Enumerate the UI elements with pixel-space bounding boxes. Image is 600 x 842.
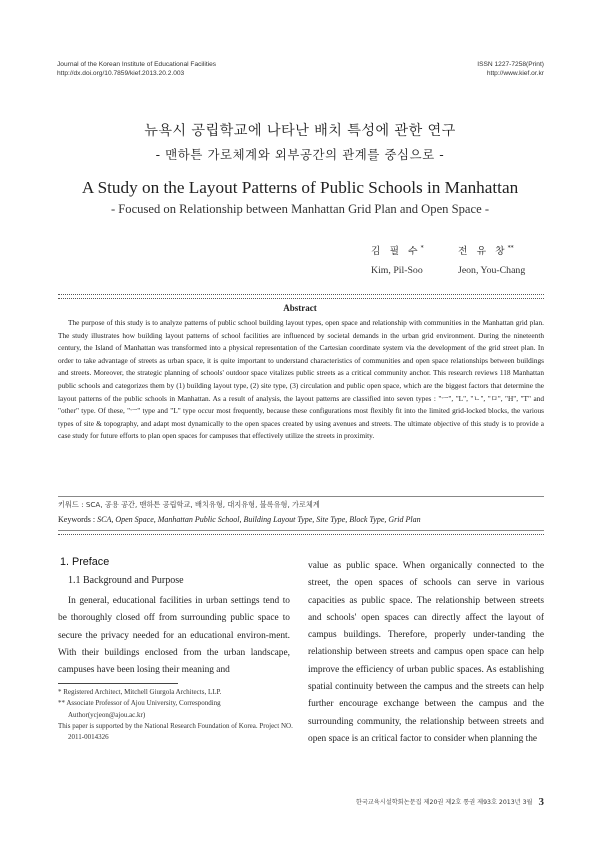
section-title: 1. Preface xyxy=(60,556,110,568)
author-1-english-name: Kim, Pil-Soo xyxy=(371,265,423,276)
divider xyxy=(58,496,544,497)
dotted-divider xyxy=(58,534,544,535)
author-2-english-name: Jeon, You-Chang xyxy=(458,265,526,276)
abstract-paragraph: The purpose of this study is to analyze patterns of public school building layout types, open space and relationship with communities in the Manhattan grid plan. The study illustrates how building layout patterns of school facilities are influenced by societal demands in the urban grid environment. During the nineteenth century, the Island of Manhattan was transformed into a physical representation of the Cartesian coordinate system via the development of the grid street plan. In order to take advantage of streets as urban space, it is quite important to understand characteristics of communities and open space relationships between buildings and streets. Moreover, the strategic planning of schools' outdoor space vitalizes public streets as a critical community anchor. This research reviews 118 Manhattan public schools and categorizes them by (1) building layout type, (2) site type, (3) circulation and public open space, which are the biggest factors that determine the layout patterns of the public schools in Manhattan. As a result of analysis, the layout patterns are classified into seven types : "ㅡ", "L", "ㄴ", "ㅁ", "H", "T" and "other" type. Of these, "ㅡ" type and "L" type occur most frequently, because these configurations most flexibly fit into the limited grid-locked blocks, the various types of site & topography, and adapt most dynamically to the open spaces created by using avenues and streets. The ultimate objective of this study is to provide a case study for future efforts to plan open spaces for campuses that effectively utilize the streets in proximity. xyxy=(58,318,544,441)
author-2-korean-name: 전 유 창 xyxy=(458,246,508,257)
journal-name: Journal of the Korean Institute of Educational Facilities xyxy=(57,61,217,68)
author-2-mark: ** xyxy=(507,244,514,252)
english-keywords-label: Keywords : xyxy=(58,515,96,524)
dotted-divider xyxy=(58,298,544,299)
english-title: A Study on the Layout Patterns of Public Schools in Manhattan xyxy=(81,178,519,197)
abstract-body xyxy=(58,317,544,443)
running-header-left xyxy=(57,60,216,78)
running-header-right xyxy=(477,60,544,78)
author-1-mark: * xyxy=(420,244,424,252)
korean-keywords-label: 키워드 : xyxy=(58,500,84,509)
journal-url[interactable]: http://www.kief.or.kr xyxy=(486,70,544,77)
author-2 xyxy=(458,243,525,276)
doi-link[interactable]: http://dx.doi.org/10.7859/kief.2013.20.2.003 xyxy=(57,70,185,77)
korean-subtitle: - 맨하튼 가로체계와 외부공간의 관계를 중심으로 - xyxy=(155,147,445,162)
page-footer xyxy=(356,796,544,808)
body-paragraph: In general, educational facilities in urban settings tend to be thoroughly closed off from surrounding public space to secure the privacy needed for an educational environ-ment. With their buildings enclosed from the urban landscape, campuses have been losing their meaning and xyxy=(58,596,290,676)
left-column xyxy=(58,593,290,679)
author-1 xyxy=(371,243,424,276)
divider xyxy=(58,530,544,531)
footnote-1: * Registered Architect, Mitchell Giurgola Architects, LLP. xyxy=(58,688,222,696)
english-keywords-list: SCA, Open Space, Manhattan Public School, Building Layout Type, Site Type, Block Type, Grid Plan xyxy=(97,515,421,524)
journal-citation: 한국교육시설학회논문집 제20권 제2호 통권 제93호 2013년 3월 xyxy=(355,799,533,806)
funding-note: This paper is supported by the National Research Foundation of Korea. Project NO. 2011-0014326 xyxy=(58,721,293,742)
body-paragraph: value as public space. When organically connected to the street, the open spaces of schools can serve in various capacities as public space. The relationship between streets and schools' open spaces can directly affect the layout of campus buildings. Therefore, properly under-tanding the relationship between streets and campus open space can help improve the efficiency of urban public spaces. As establishing spatial continuity between the campus and the streets can help further encourage exchange between the campus and the surrounding community, the relationship between streets and open space is an critical factor to consider when planning the xyxy=(308,561,544,744)
footnotes xyxy=(58,687,294,743)
korean-keywords xyxy=(58,500,320,510)
dotted-divider xyxy=(58,294,544,295)
footnote-2: ** Associate Professor of Ajou University, Corresponding Author(ycjeon@ajou.ac.kr) xyxy=(58,699,221,719)
subsection-title: 1.1 Background and Purpose xyxy=(68,575,184,586)
abstract-heading: Abstract xyxy=(283,303,317,313)
korean-keywords-list: SCA, 공용 공간, 맨하튼 공립학교, 배치유형, 대지유형, 블록유형, 가로체계 xyxy=(85,500,320,509)
right-column xyxy=(308,558,544,748)
page-number: 3 xyxy=(538,796,544,808)
english-keywords xyxy=(58,515,421,524)
author-1-korean-name: 김 필 수 xyxy=(371,246,421,257)
footnote-rule xyxy=(58,683,178,684)
korean-title: 뉴욕시 공립학교에 나타난 배치 특성에 관한 연구 xyxy=(144,123,456,139)
english-subtitle: - Focused on Relationship between Manhattan Grid Plan and Open Space - xyxy=(110,202,490,216)
issn: ISSN 1227-7258(Print) xyxy=(477,61,544,68)
